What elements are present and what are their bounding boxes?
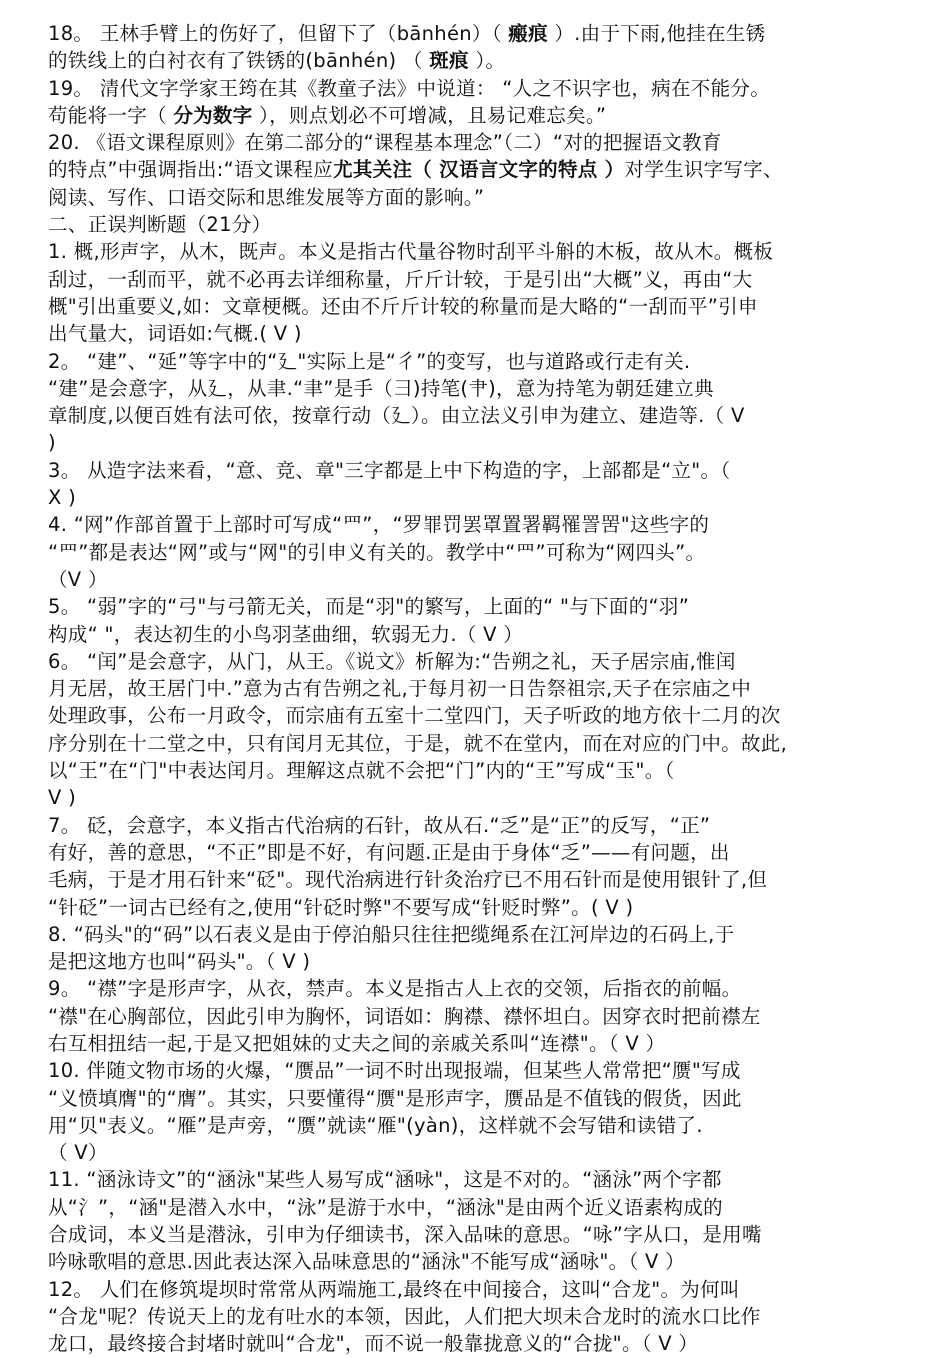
- text-segment: 出气量大，词语如:气概.( V ): [48, 322, 302, 346]
- text-line: [48, 1166, 902, 1193]
- text-line: [48, 839, 902, 866]
- text-line: [48, 593, 902, 620]
- text-segment: 的特点”中强调指出:“语文课程应: [48, 158, 334, 182]
- text-segment: 合成词，本义当是潜泳，引申为仔细读书，深入品味的意思。“咏”字从口，是用嘴: [48, 1223, 762, 1247]
- text-segment: 以“王”在“门"中表达闰月。理解这点就不会把“门”内的“王”写成“玉"。（: [48, 759, 675, 783]
- text-segment: 5。 “弱”字的“弓"与弓箭无关，而是“羽"的繁写，上面的“ "与下面的“羽”: [48, 595, 690, 619]
- text-line: [48, 539, 902, 566]
- text-segment: （V ）: [48, 567, 108, 591]
- text-line: [48, 975, 902, 1002]
- text-segment: 处理政事，公布一月政令，而宗庙有五室十二堂四门，天子听政的地方依十二月的次: [48, 704, 781, 728]
- text-line: [48, 511, 902, 538]
- text-line: [48, 47, 902, 74]
- text-line: [48, 812, 902, 839]
- text-segment: 苟能将一字（: [48, 103, 174, 127]
- text-segment: “襟"在心胸部位，因此引申为胸怀，词语如：胸襟、襟怀坦白。因穿衣时把前襟左: [48, 1004, 761, 1028]
- text-line: [48, 648, 902, 675]
- text-line: [48, 320, 902, 347]
- text-line: [48, 1030, 902, 1057]
- text-line: [48, 1003, 902, 1030]
- text-line: [48, 266, 902, 293]
- text-line: [48, 1303, 902, 1330]
- text-line: [48, 457, 902, 484]
- text-segment: 的铁线上的白衬衣有了铁锈的(bānhén) （: [48, 49, 430, 73]
- bold-answer-text: 分为数字: [173, 103, 253, 127]
- text-segment: “建”是会意字，从廴，从聿.“聿”是手（彐)持笔(⺺)，意为持笔为朝廷建立典: [48, 376, 714, 400]
- text-segment: V ): [48, 786, 77, 810]
- text-segment: 12。 人们在修筑堤坝时常常从两端施工,最终在中间接合，这叫“合龙"。为何叫: [48, 1277, 740, 1301]
- text-line: [48, 238, 902, 265]
- text-segment: ）。: [468, 49, 506, 73]
- text-line: [48, 1112, 902, 1139]
- text-segment: 有好，善的意思，“不正”即是不好，有问题.正是由于身体“乏”——有问题，出: [48, 840, 730, 864]
- text-line: [48, 866, 902, 893]
- text-line: [48, 102, 902, 129]
- text-line: [48, 894, 902, 921]
- text-segment: 吟咏歌唱的意思.因此表达深入品味意思的“涵泳"不能写成“涵咏"。（ V ）: [48, 1250, 685, 1274]
- text-segment: 18。 王林手臂上的伤好了，但留下了（bānhén）（: [48, 22, 509, 45]
- text-line: [48, 375, 902, 402]
- text-segment: 概"引出重要义,如：文章梗概。还由不斤斤计较的称量而是大略的“一刮而平”引申: [48, 294, 758, 318]
- text-line: [48, 1276, 902, 1303]
- text-segment: 二、正误判断题（21分）: [48, 213, 272, 237]
- text-line: [48, 75, 902, 102]
- text-segment: “义愤填膺"的“膺”。其实，只要懂得“赝"是形声字，赝品是不值钱的假货，因此: [48, 1086, 742, 1110]
- text-segment: 11. “涵泳诗文”的“涵泳"某些人易写成“涵咏"，这是不对的。“涵泳”两个字都: [48, 1168, 722, 1192]
- text-line: [48, 129, 902, 156]
- bold-answer-text: 尤其关注（ 汉语言文字的特点 ）: [333, 158, 625, 182]
- text-line: [48, 1085, 902, 1112]
- text-line: [48, 484, 902, 511]
- text-segment: 6。 “闰”是会意字，从门，从王。《说文》析解为:“告朔之礼，天子居宗庙,惟闰: [48, 649, 736, 673]
- text-segment: ）.由于下雨,他挂在生锈: [547, 22, 766, 45]
- bold-answer-text: 斑痕: [429, 49, 469, 73]
- text-line: [48, 702, 902, 729]
- text-segment: 2。 “建”、“延”等字中的“廴"实际上是“彳”的变写，也与道路或行走有关.: [48, 349, 691, 373]
- text-line: [48, 293, 902, 320]
- text-line: [48, 184, 902, 211]
- text-line: [48, 730, 902, 757]
- text-line: [48, 948, 902, 975]
- text-segment: 1. 概,形声字，从木，既声。本义是指古代量谷物时刮平斗斛的木板，故从木。概板: [48, 240, 774, 264]
- text-segment: 7。 砭，会意字，本义指古代治病的石针，故从石.“乏”是“正”的反写，“正”: [48, 813, 711, 837]
- text-segment: 20. 《语文课程原则》在第二部分的“课程基本理念”（二）“对的把握语文教育: [48, 131, 722, 155]
- text-line: [48, 156, 902, 183]
- text-segment: 月无居，故王居门中.”意为古有告朔之礼,于每月初一日告祭祖宗,天子在宗庙之中: [48, 677, 752, 701]
- text-line: [48, 1057, 902, 1084]
- text-segment: （ V）: [48, 1141, 108, 1165]
- text-segment: 从“氵”，“涵"是潜入水中，“泳”是游于水中，“涵泳"是由两个近义语素构成的: [48, 1195, 723, 1219]
- text-line: [48, 402, 902, 429]
- text-segment: 4. “网”作部首置于上部时可写成“罒”，“罗罪罚罢罩置署羁罹詈罟"这些字的: [48, 513, 710, 537]
- text-segment: “罒”都是表达“网”或与“网"的引申义有关的。教学中“罒”可称为“网四头”。: [48, 540, 706, 564]
- text-segment: 19。 清代文字学家王筠在其《教童子法》中说道： “人之不识字也，病在不能分。: [48, 76, 771, 100]
- text-segment: 阅读、写作、口语交际和思维发展等方面的影响。”: [48, 185, 485, 209]
- text-segment: 序分别在十二堂之中，只有闰月无其位，于是，就不在堂内，而在对应的门中。故此,: [48, 731, 788, 755]
- text-segment: 章制度,以便百姓有法可依，按章行动（廴）。由立法义引申为建立、建造等.（ V: [48, 404, 745, 428]
- text-line: [48, 921, 902, 948]
- text-body: [48, 20, 902, 1358]
- text-segment: 9。 “襟”字是形声字，从衣，禁声。本义是指古人上衣的交领，后指衣的前幅。: [48, 977, 742, 1001]
- text-segment: 龙口，最终接合封堵时就叫“合龙"，而不说一般靠拢意义的“合拢"。（ V ）: [48, 1332, 699, 1356]
- text-segment: 刮过，一刮而平，就不必再去详细称量，斤斤计较，于是引出“大概”义，再由“大: [48, 267, 753, 291]
- text-line: [48, 1194, 902, 1221]
- text-line: [48, 1248, 902, 1275]
- text-segment: X ): [48, 486, 77, 510]
- text-line: [48, 348, 902, 375]
- text-line: [48, 1139, 902, 1166]
- text-line: [48, 429, 902, 456]
- text-segment: 构成“ "，表达初生的小鸟羽茎曲细，软弱无力.（ V ）: [48, 622, 524, 646]
- text-segment: “针砭”一词古已经有之,使用“针砭时弊"不要写成“针贬时弊”。( V ): [48, 895, 634, 919]
- text-line: [48, 566, 902, 593]
- text-segment: 右互相扭结一起,于是又把姐妹的丈夫之间的亲戚关系叫“连襟"。（ V ）: [48, 1031, 666, 1055]
- text-line: [48, 20, 902, 47]
- text-segment: 用“贝"表义。“雁”是声旁，“赝”就读“雁"(yàn)，这样就不会写错和读错了.: [48, 1113, 703, 1137]
- text-segment: ): [48, 431, 56, 455]
- text-line: [48, 211, 902, 238]
- text-segment: 10. 伴随文物市场的火爆，“赝品”一词不时出现报端，但某些人常常把“赝"写成: [48, 1059, 741, 1083]
- text-line: [48, 1221, 902, 1248]
- text-segment: 3。 从造字法来看，“意、竞、章"三字都是上中下构造的字，上部都是“立"。（: [48, 458, 731, 482]
- text-segment: 8. “码头"的“码”以石表义是由于停泊船只往往把缆绳系在江河岸边的石码上,于: [48, 922, 735, 946]
- text-segment: 毛病，于是才用石针来“砭"。现代治病进行针灸治疗已不用石针而是使用银针了,但: [48, 868, 768, 892]
- text-segment: ），则点划必不可增减，且易记难忘矣。”: [252, 103, 607, 127]
- bold-answer-text: 瘢痕: [508, 22, 548, 45]
- text-line: [48, 757, 902, 784]
- text-line: [48, 675, 902, 702]
- text-line: [48, 621, 902, 648]
- text-segment: 是把这地方也叫“码头"。（ V ): [48, 950, 311, 974]
- text-segment: 对学生识字写字、: [624, 158, 783, 182]
- text-segment: “合龙"呢？传说天上的龙有吐水的本领，因此，人们把大坝未合龙时的流水口比作: [48, 1304, 761, 1328]
- text-line: [48, 784, 902, 811]
